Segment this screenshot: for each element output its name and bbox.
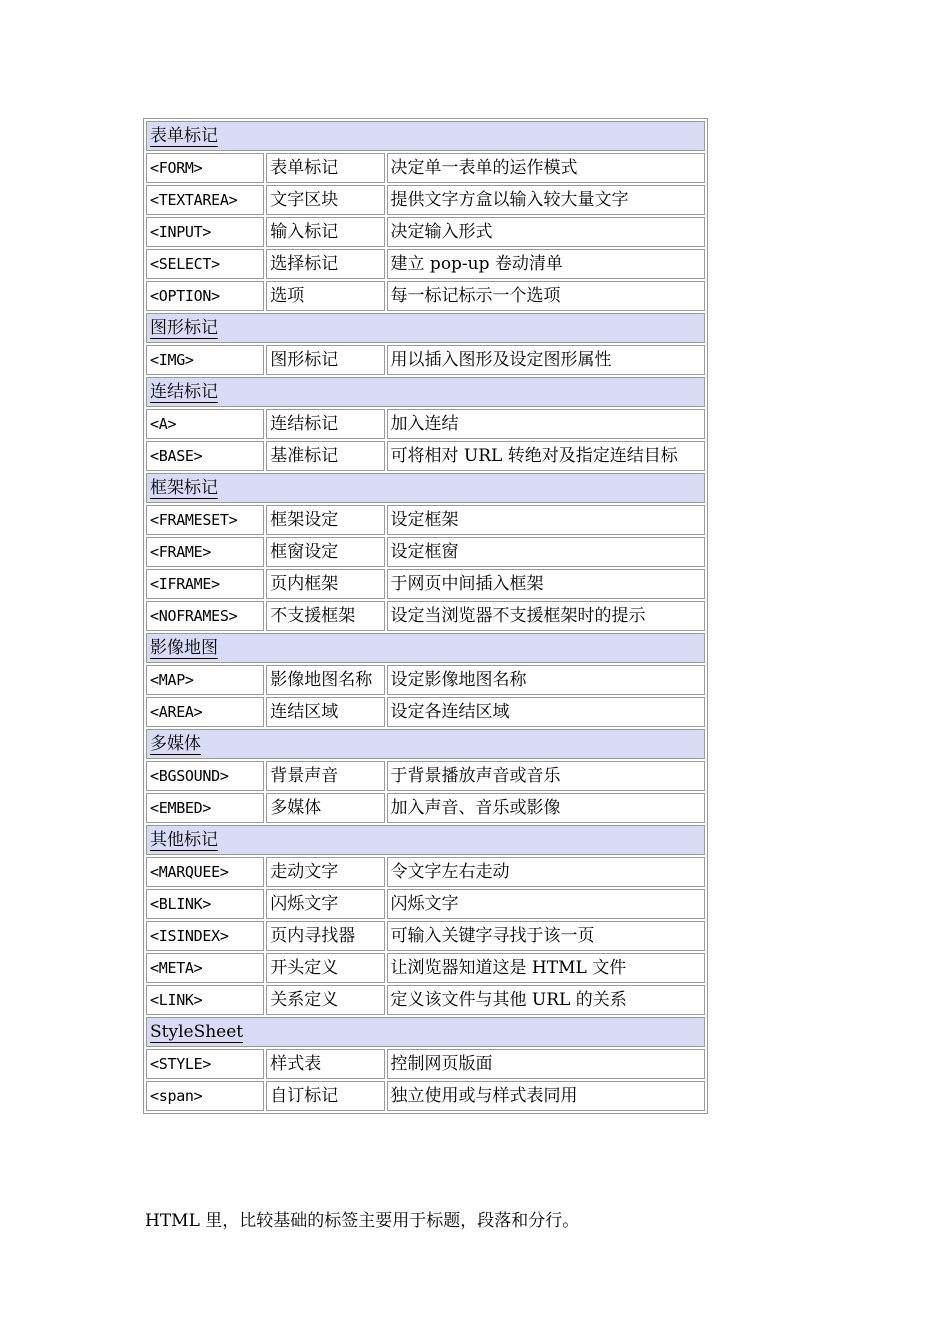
section-header-row	[146, 633, 705, 663]
tag-cell: <STYLE>	[146, 1049, 264, 1079]
table-row	[146, 1049, 705, 1079]
desc-cell: 独立使用或与样式表同用	[387, 1081, 705, 1111]
section-title: 其他标记	[150, 830, 218, 850]
desc-cell: 定义该文件与其他 URL 的关系	[387, 985, 705, 1015]
desc-cell: 可将相对 URL 转绝对及指定连结目标	[387, 441, 705, 471]
name-cell: 不支援框架	[266, 601, 384, 631]
section-title: 连结标记	[150, 382, 218, 402]
table-row	[146, 793, 705, 823]
name-cell: 闪烁文字	[266, 889, 384, 919]
section-title: 框架标记	[150, 478, 218, 498]
section-header-row	[146, 377, 705, 407]
section-header-cell	[146, 473, 705, 503]
section-header-cell	[146, 825, 705, 855]
table-row	[146, 1081, 705, 1111]
section-header-cell	[146, 729, 705, 759]
section-header-row	[146, 473, 705, 503]
table-row	[146, 953, 705, 983]
table-row	[146, 153, 705, 183]
section-header-cell	[146, 121, 705, 151]
table-row	[146, 249, 705, 279]
desc-cell: 于网页中间插入框架	[387, 569, 705, 599]
section-title: 图形标记	[150, 318, 218, 338]
name-cell: 选择标记	[266, 249, 384, 279]
tag-cell: <NOFRAMES>	[146, 601, 264, 631]
name-cell: 选项	[266, 281, 384, 311]
desc-cell: 加入连结	[387, 409, 705, 439]
desc-cell: 决定单一表单的运作模式	[387, 153, 705, 183]
desc-cell: 设定当浏览器不支援框架时的提示	[387, 601, 705, 631]
table-row	[146, 345, 705, 375]
tag-cell: <SELECT>	[146, 249, 264, 279]
tag-cell: <MARQUEE>	[146, 857, 264, 887]
section-header-row	[146, 729, 705, 759]
section-header-row	[146, 121, 705, 151]
table-row	[146, 857, 705, 887]
desc-cell: 用以插入图形及设定图形属性	[387, 345, 705, 375]
name-cell: 连结区域	[266, 697, 384, 727]
section-header-cell	[146, 313, 705, 343]
tag-cell: <BLINK>	[146, 889, 264, 919]
desc-cell: 决定输入形式	[387, 217, 705, 247]
table-row	[146, 281, 705, 311]
tag-cell: <MAP>	[146, 665, 264, 695]
section-header-cell	[146, 1017, 705, 1047]
tag-cell: <META>	[146, 953, 264, 983]
desc-cell: 设定影像地图名称	[387, 665, 705, 695]
footer-paragraph: HTML 里，比较基础的标签主要用于标题，段落和分行。	[145, 1211, 580, 1231]
name-cell: 页内框架	[266, 569, 384, 599]
name-cell: 自订标记	[266, 1081, 384, 1111]
desc-cell: 提供文字方盒以输入较大量文字	[387, 185, 705, 215]
desc-cell: 设定各连结区域	[387, 697, 705, 727]
tag-cell: <AREA>	[146, 697, 264, 727]
table-row	[146, 217, 705, 247]
name-cell: 走动文字	[266, 857, 384, 887]
table-row	[146, 761, 705, 791]
tag-cell: <TEXTAREA>	[146, 185, 264, 215]
table-row	[146, 441, 705, 471]
table-row	[146, 697, 705, 727]
section-title: 多媒体	[150, 734, 201, 754]
name-cell: 框架设定	[266, 505, 384, 535]
desc-cell: 加入声音、音乐或影像	[387, 793, 705, 823]
desc-cell: 每一标记标示一个选项	[387, 281, 705, 311]
tag-cell: <FORM>	[146, 153, 264, 183]
table-row	[146, 921, 705, 951]
name-cell: 框窗设定	[266, 537, 384, 567]
name-cell: 多媒体	[266, 793, 384, 823]
desc-cell: 建立 pop-up 卷动清单	[387, 249, 705, 279]
tag-cell: <EMBED>	[146, 793, 264, 823]
table-row	[146, 185, 705, 215]
tag-cell: <BGSOUND>	[146, 761, 264, 791]
section-header-cell	[146, 633, 705, 663]
name-cell: 开头定义	[266, 953, 384, 983]
name-cell: 表单标记	[266, 153, 384, 183]
name-cell: 连结标记	[266, 409, 384, 439]
name-cell: 图形标记	[266, 345, 384, 375]
desc-cell: 闪烁文字	[387, 889, 705, 919]
tag-cell: <BASE>	[146, 441, 264, 471]
tag-cell: <IMG>	[146, 345, 264, 375]
name-cell: 背景声音	[266, 761, 384, 791]
desc-cell: 设定框架	[387, 505, 705, 535]
section-header-cell	[146, 377, 705, 407]
table-body	[146, 121, 705, 1111]
section-header-row	[146, 825, 705, 855]
table-row	[146, 889, 705, 919]
section-header-row	[146, 313, 705, 343]
table-row	[146, 985, 705, 1015]
html-tag-table	[143, 118, 708, 1114]
table-row	[146, 569, 705, 599]
tag-cell: <LINK>	[146, 985, 264, 1015]
tag-cell: <OPTION>	[146, 281, 264, 311]
tag-cell: <FRAME>	[146, 537, 264, 567]
desc-cell: 可输入关键字寻找于该一页	[387, 921, 705, 951]
name-cell: 影像地图名称	[266, 665, 384, 695]
table-row	[146, 665, 705, 695]
section-title: 表单标记	[150, 126, 218, 146]
section-title: 影像地图	[150, 638, 218, 658]
table-row	[146, 505, 705, 535]
tag-cell: <IFRAME>	[146, 569, 264, 599]
name-cell: 页内寻找器	[266, 921, 384, 951]
desc-cell: 令文字左右走动	[387, 857, 705, 887]
section-title: StyleSheet	[150, 1022, 244, 1042]
tag-cell: <A>	[146, 409, 264, 439]
tag-cell: <ISINDEX>	[146, 921, 264, 951]
desc-cell: 让浏览器知道这是 HTML 文件	[387, 953, 705, 983]
tag-cell: <span>	[146, 1081, 264, 1111]
tag-cell: <FRAMESET>	[146, 505, 264, 535]
tag-cell: <INPUT>	[146, 217, 264, 247]
table-row	[146, 537, 705, 567]
desc-cell: 设定框窗	[387, 537, 705, 567]
name-cell: 基准标记	[266, 441, 384, 471]
desc-cell: 于背景播放声音或音乐	[387, 761, 705, 791]
table-row	[146, 601, 705, 631]
name-cell: 文字区块	[266, 185, 384, 215]
name-cell: 关系定义	[266, 985, 384, 1015]
name-cell: 样式表	[266, 1049, 384, 1079]
table-row	[146, 409, 705, 439]
section-header-row	[146, 1017, 705, 1047]
name-cell: 输入标记	[266, 217, 384, 247]
desc-cell: 控制网页版面	[387, 1049, 705, 1079]
